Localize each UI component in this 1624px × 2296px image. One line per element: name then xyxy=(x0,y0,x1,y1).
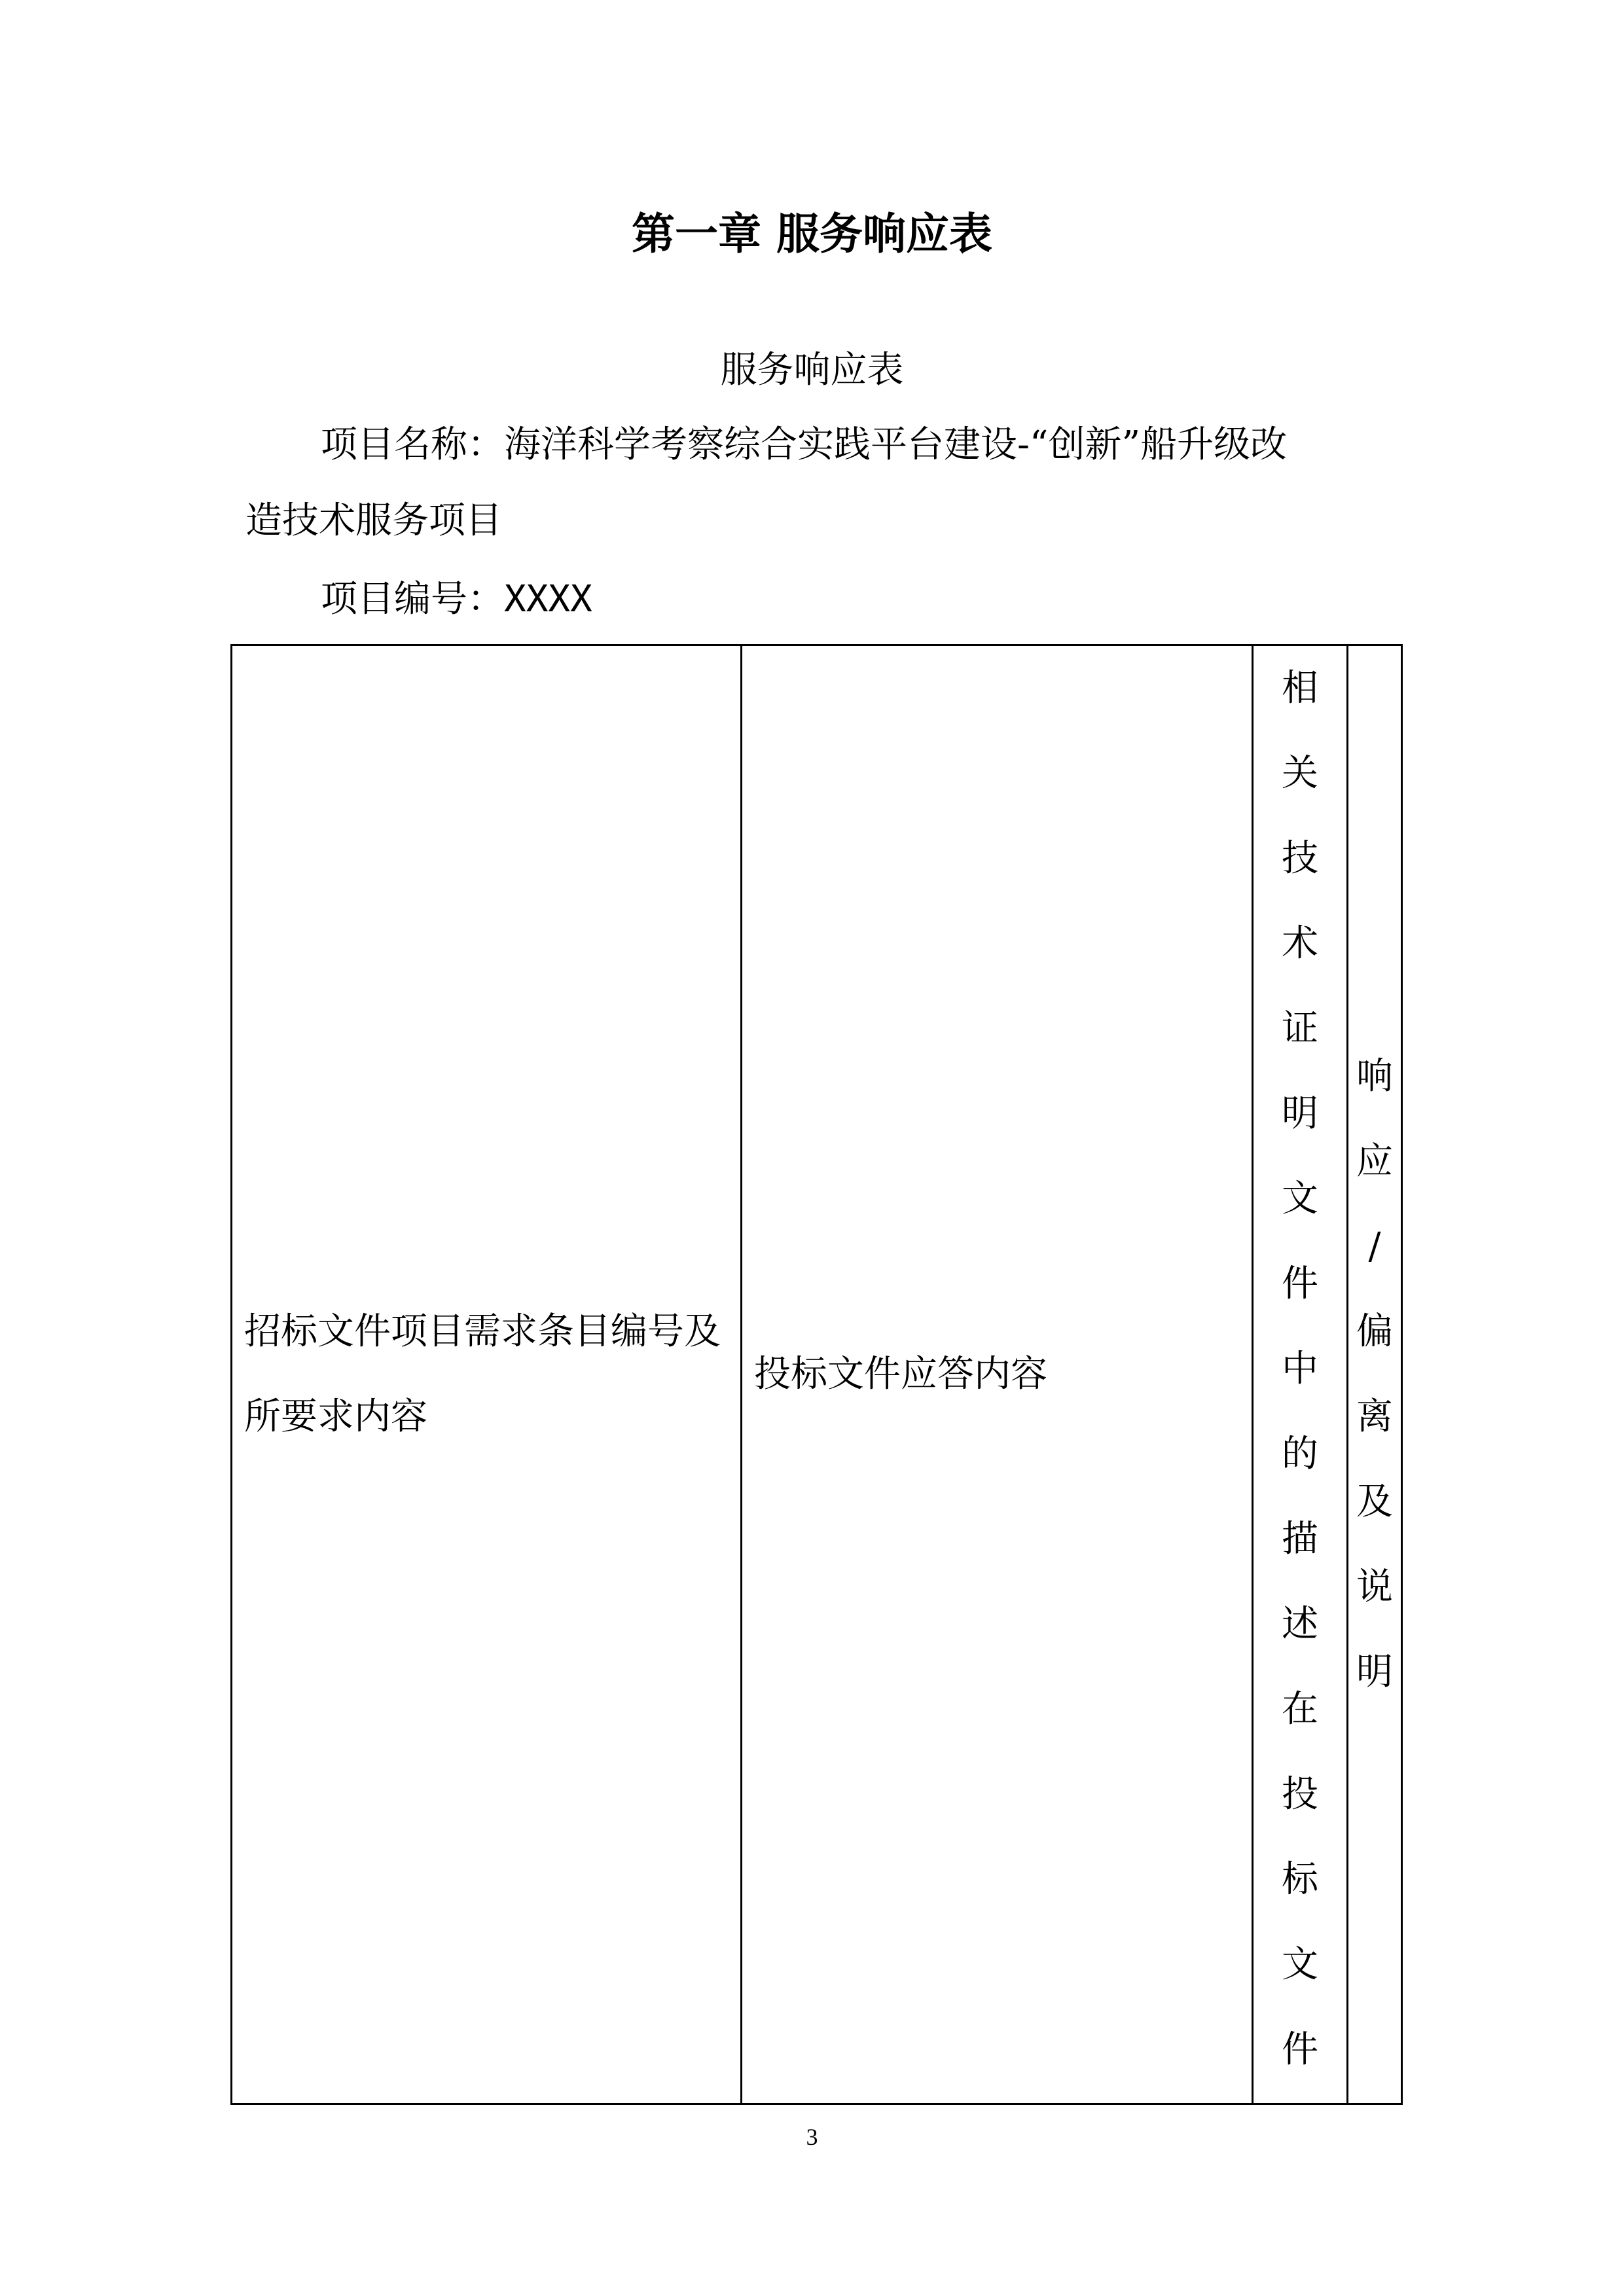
table-caption: 服务响应表 xyxy=(720,349,904,391)
page-number: 3 xyxy=(806,2124,818,2150)
header-cell-deviation xyxy=(1348,645,1402,2104)
table-header-row xyxy=(232,645,1402,2104)
header-cell-response xyxy=(742,645,1253,2104)
project-name-label: 项目名称： xyxy=(321,423,504,466)
chapter-title: 第一章 服务响应表 xyxy=(632,209,992,259)
header-cell-requirement xyxy=(232,645,742,2104)
project-name-continuation: 造技术服务项目 xyxy=(245,499,502,542)
project-name-line xyxy=(321,419,1287,471)
service-response-table xyxy=(230,644,1403,2105)
project-name-value: 海洋科学考察综合实践平台建设-“创新”船升级改 xyxy=(504,423,1288,466)
header-requirement-text: 招标文件项目需求条目编号及所要求内容 xyxy=(244,1310,721,1438)
header-cell-evidence xyxy=(1253,645,1348,2104)
project-number-label: 项目编号： xyxy=(321,578,504,620)
project-number-line xyxy=(321,573,592,626)
header-response-text: 投标文件应答内容 xyxy=(754,1353,1047,1395)
header-evidence-text: 相 关 技 术 证 明 文 件 中 的 描 述 在 投 标 文 件 xyxy=(1282,667,1318,2071)
header-deviation-text: 响 应 / 偏 离 及 说 明 xyxy=(1356,1055,1393,1693)
project-number-value: XXXX xyxy=(504,578,592,620)
